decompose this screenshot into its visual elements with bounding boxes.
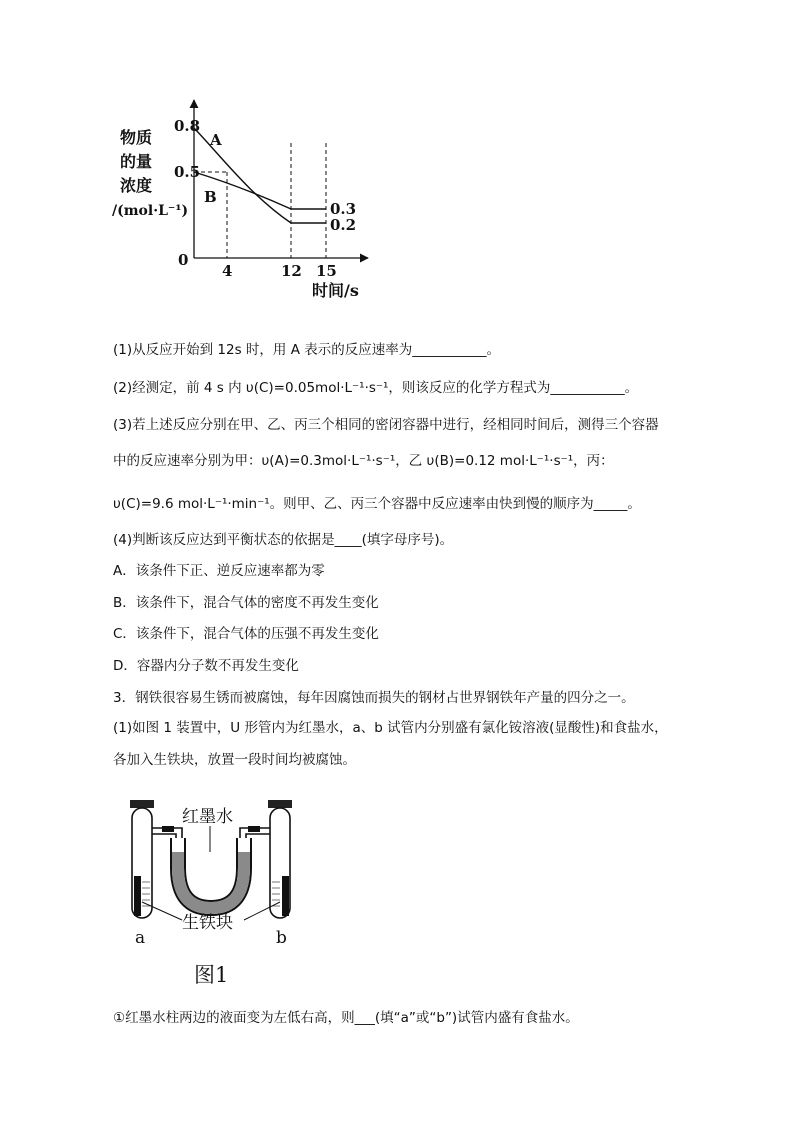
question-4-stem: (4)判断该反应达到平衡状态的依据是____(填字母序号)。 — [113, 532, 454, 548]
x-tick-4: 4 — [222, 262, 233, 280]
iron-block-a — [134, 876, 141, 916]
x-axis-label: 时间/s — [312, 281, 359, 300]
y-tick-0.5: 0.5 — [174, 163, 201, 181]
curve-B-label: B — [204, 188, 217, 206]
end-value-B: 0.3 — [330, 200, 357, 218]
problem-3-sub1-question: ①红墨水柱两边的液面变为左低右高，则___(填“a”或“b”)试管内盛有食盐水。 — [113, 1010, 579, 1026]
y-tick-0.8: 0.8 — [174, 117, 201, 135]
question-4-option-a: A．该条件下正、逆反应速率都为零 — [113, 563, 325, 579]
origin-label: 0 — [178, 251, 189, 269]
question-3-line3: υ(C)=9.6 mol·L⁻¹·min⁻¹。则甲、乙、丙三个容器中反应速率由快到慢的顺序为_____。 — [113, 496, 641, 512]
question-3-line2: 中的反应速率分别为甲：υ(A)=0.3mol·L⁻¹·s⁻¹，乙 υ(B)=0.12 mol·L⁻¹·s⁻¹，丙： — [113, 453, 614, 469]
label-iron-block: 生铁块 — [182, 913, 233, 933]
problem-3-stem: 3．钢铁很容易生锈而被腐蚀，每年因腐蚀而损失的钢材占世界钢铁年产量的四分之一。 — [113, 690, 635, 706]
iron-block-b — [282, 876, 289, 916]
figure-1-caption: 图1 — [194, 963, 229, 987]
question-4-option-b: B．该条件下，混合气体的密度不再发生变化 — [113, 595, 379, 611]
question-2: (2)经测定，前 4 s 内 υ(C)=0.05mol·L⁻¹·s⁻¹，则该反应的化学方程式为___________。 — [113, 380, 639, 396]
y-axis-label-line2: 的量 — [120, 152, 153, 171]
problem-3-sub1-line2: 各加入生铁块，放置一段时间均被腐蚀。 — [113, 752, 356, 768]
tube-a-stopper — [130, 800, 154, 808]
question-4-option-d: D．容器内分子数不再发生变化 — [113, 658, 299, 674]
x-tick-15: 15 — [316, 262, 337, 280]
y-axis-label-line4: /(mol·L⁻¹) — [112, 203, 189, 219]
curve-A-label: A — [210, 131, 222, 149]
label-red-ink: 红墨水 — [182, 807, 233, 827]
y-axis-label-line1: 物质 — [120, 128, 153, 147]
label-b: b — [276, 928, 287, 948]
figure-1-apparatus — [120, 790, 320, 995]
x-tick-12: 12 — [281, 262, 302, 280]
question-3-line1: (3)若上述反应分别在甲、乙、丙三个相同的密闭容器中进行，经相同时间后，测得三个容器 — [113, 417, 659, 433]
concentration-time-chart — [110, 95, 390, 310]
end-value-A: 0.2 — [330, 216, 357, 234]
y-axis-label-line3: 浓度 — [120, 176, 153, 195]
problem-3-sub1-line1: (1)如图 1 装置中，U 形管内为红墨水，a、b 试管内分别盛有氯化铵溶液(显酸性)和食盐水， — [113, 720, 668, 736]
question-1: (1)从反应开始到 12s 时，用 A 表示的反应速率为___________。 — [113, 342, 500, 358]
question-4-option-c: C．该条件下，混合气体的压强不再发生变化 — [113, 626, 379, 642]
red-ink — [178, 852, 244, 908]
label-a: a — [135, 928, 146, 948]
tube-b-stopper — [268, 800, 292, 808]
